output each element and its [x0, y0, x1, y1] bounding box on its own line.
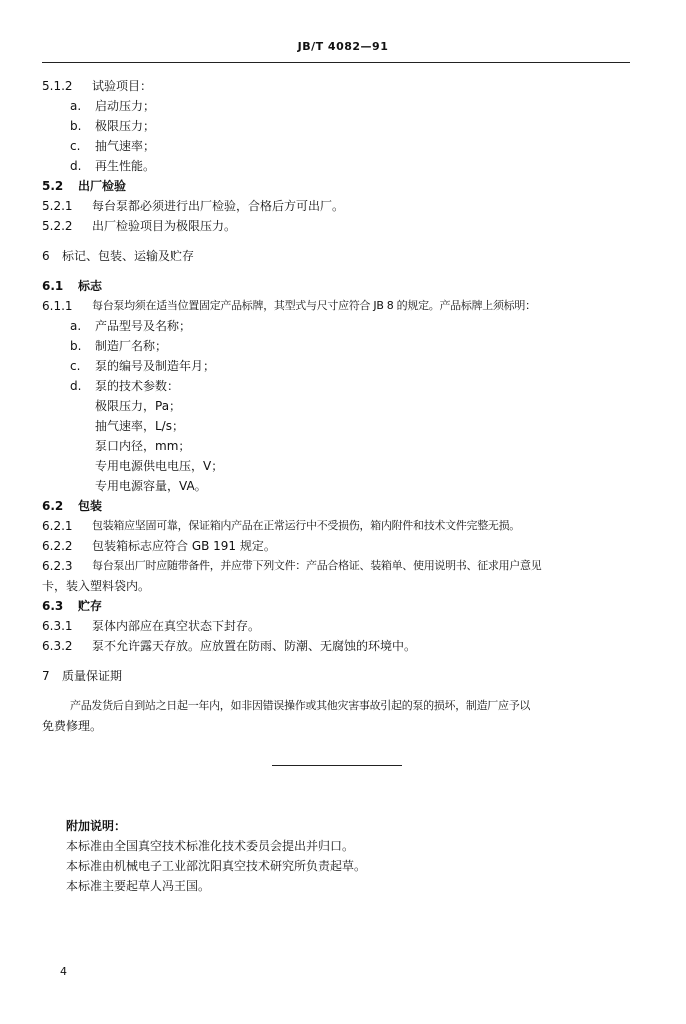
clause-text: 卡，装入塑料袋内。	[42, 579, 151, 593]
clause-number: 6.2.1	[42, 519, 73, 533]
param-text: 专用电源供电电压，V；	[95, 459, 224, 473]
clause-text: 出厂检验项目为极限压力。	[92, 219, 237, 233]
clause-number: 6.3.1	[42, 619, 73, 633]
note-text: 本标准主要起草人冯王国。	[66, 879, 211, 893]
header-divider	[42, 62, 630, 63]
list-marker: b.	[70, 339, 82, 353]
clause-text: 包装箱应坚固可靠，保证箱内产品在正常运行中不受损伤，箱内附件和技术文件完整无损。	[92, 519, 520, 532]
clause-number: 6.2	[42, 499, 64, 513]
param-text: 专用电源容量，VA。	[95, 479, 207, 493]
paragraph-text: 产品发货后自到站之日起一年内，如非因错误操作或其他灾害事故引起的泵的损坏，制造厂应予以	[70, 699, 531, 712]
clause-text: 质量保证期	[62, 669, 123, 683]
clause-text: 泵体内部应在真空状态下封存。	[92, 619, 261, 633]
param-text: 泵口内径，mm；	[95, 439, 191, 453]
list-marker: c.	[70, 139, 81, 153]
clause-text: 标志	[78, 279, 103, 293]
document-header-code: JB/T 4082—91	[297, 40, 389, 53]
clause-text: 每台泵均须在适当位置固定产品标牌，其型式与尺寸应符合 JB 8 的规定。产品标牌上须标明：	[92, 299, 536, 312]
paragraph-text: 免费修理。	[42, 719, 103, 733]
note-text: 本标准由全国真空技术标准化技术委员会提出并归口。	[66, 839, 355, 853]
clause-text: 出厂检验	[78, 179, 127, 193]
list-marker: b.	[70, 119, 82, 133]
clause-number: 6.3.2	[42, 639, 73, 653]
param-text: 抽气速率，L/s；	[95, 419, 184, 433]
param-text: 极限压力，Pa；	[95, 399, 182, 413]
clause-text: 贮存	[78, 599, 103, 613]
clause-number: 6.3	[42, 599, 64, 613]
list-text: 制造厂名称；	[95, 339, 168, 353]
clause-text: 试验项目：	[92, 79, 153, 93]
clause-number: 7	[42, 669, 50, 683]
clause-number: 6.2.3	[42, 559, 73, 573]
list-marker: a.	[70, 99, 82, 113]
list-text: 泵的编号及制造年月；	[95, 359, 216, 373]
note-text: 本标准由机械电子工业部沈阳真空技术研究所负责起草。	[66, 859, 367, 873]
clause-number: 5.2	[42, 179, 64, 193]
list-text: 泵的技术参数：	[95, 379, 180, 393]
clause-text: 标记、包装、运输及贮存	[62, 249, 195, 263]
list-marker: d.	[70, 159, 82, 173]
page-number: 4	[60, 965, 67, 978]
clause-text: 每台泵出厂时应随带备件，并应带下列文件：产品合格证、装箱单、使用说明书、征求用户意见	[92, 559, 542, 572]
clause-number: 6.1.1	[42, 299, 73, 313]
end-divider	[272, 765, 402, 766]
notes-title: 附加说明：	[66, 819, 127, 833]
list-marker: c.	[70, 359, 81, 373]
clause-number: 5.2.1	[42, 199, 73, 213]
clause-text: 每台泵都必须进行出厂检验，合格后方可出厂。	[92, 199, 345, 213]
list-marker: d.	[70, 379, 82, 393]
list-text: 启动压力；	[95, 99, 156, 113]
list-marker: a.	[70, 319, 82, 333]
list-text: 抽气速率；	[95, 139, 156, 153]
clause-text: 泵不允许露天存放。应放置在防雨、防潮、无腐蚀的环境中。	[92, 639, 417, 653]
clause-number: 6	[42, 249, 50, 263]
list-text: 产品型号及名称；	[95, 319, 192, 333]
clause-number: 6.2.2	[42, 539, 73, 553]
clause-number: 5.1.2	[42, 79, 73, 93]
list-text: 再生性能。	[95, 159, 156, 173]
clause-number: 5.2.2	[42, 219, 73, 233]
list-text: 极限压力；	[95, 119, 156, 133]
clause-number: 6.1	[42, 279, 64, 293]
clause-text: 包装箱标志应符合 GB 191 规定。	[92, 539, 276, 553]
clause-text: 包装	[78, 499, 103, 513]
